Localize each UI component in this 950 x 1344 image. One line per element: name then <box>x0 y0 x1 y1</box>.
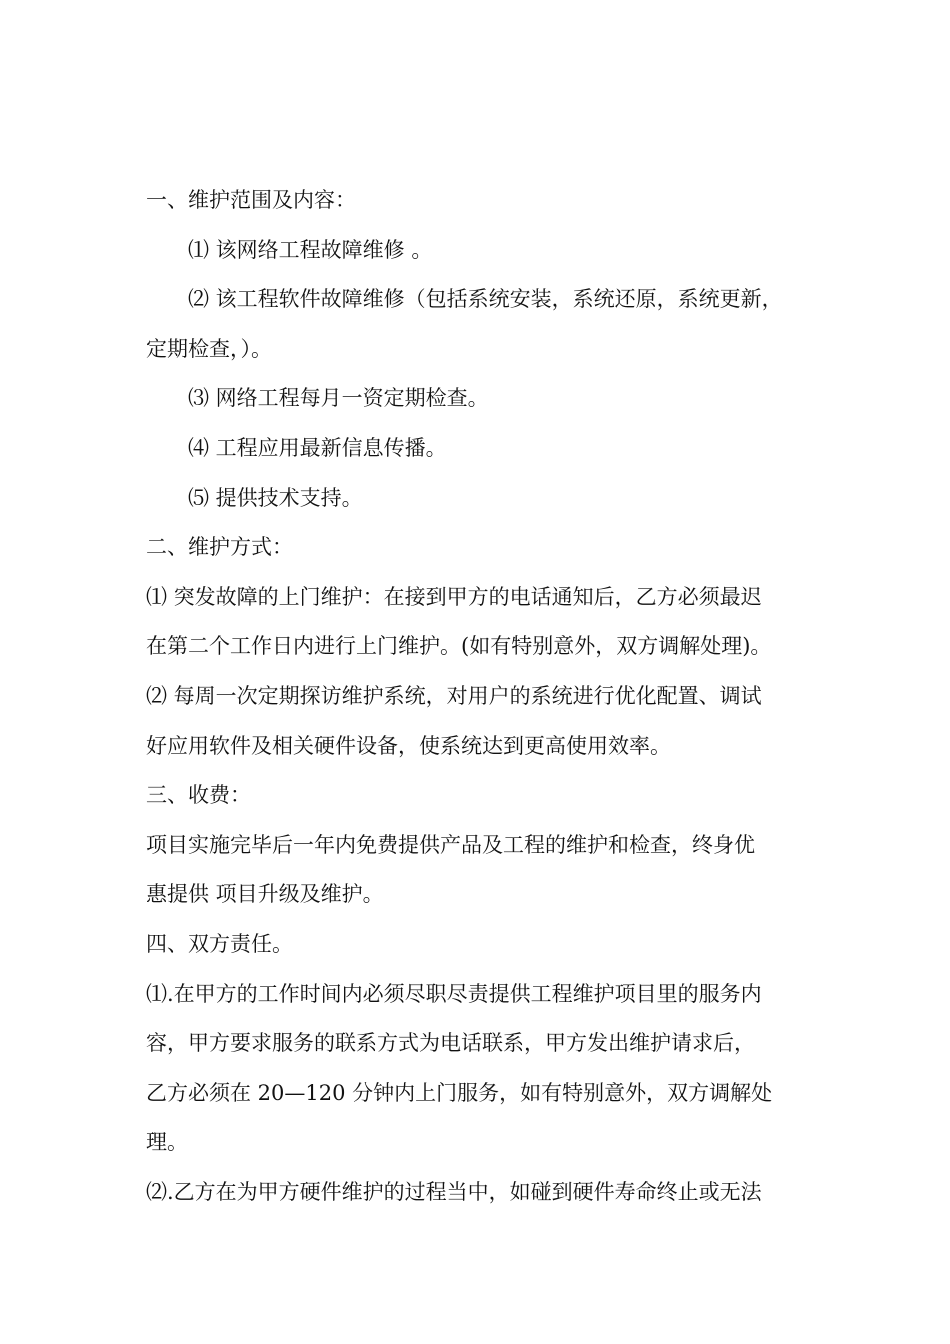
list-item: ⑶ 网络工程每月一资定期检查。 <box>188 386 489 411</box>
paragraph-line: 容，甲方要求服务的联系方式为电话联系，甲方发出维护请求后， <box>146 1031 755 1056</box>
section-heading-fees: 三、收费： <box>146 783 251 808</box>
paragraph-line: 项目实施完毕后一年内免费提供产品及工程的维护和检查，终身优 <box>146 832 755 857</box>
list-item-continuation: 定期检查，）。 <box>146 336 272 361</box>
list-item: ⑷ 工程应用最新信息传播。 <box>188 435 447 460</box>
paragraph-line: 好应用软件及相关硬件设备，使系统达到更高使用效率。 <box>146 733 671 758</box>
document-body <box>146 176 826 1217</box>
section-heading-scope: 一、维护范围及内容： <box>146 188 356 212</box>
paragraph-line: 惠提供 项目升级及维护。 <box>146 882 384 907</box>
list-item: ⑵ 该工程软件故障维修（包括系统安装，系统还原，系统更新， <box>188 287 783 312</box>
paragraph-line: ⑴.在甲方的工作时间内必须尽职尽责提供工程维护项目里的服务内 <box>146 981 762 1006</box>
paragraph-line: ⑴ 突发故障的上门维护：在接到甲方的电话通知后，乙方必须最迟 <box>146 584 762 609</box>
paragraph-line: 乙方必须在 20—120 分钟内上门服务，如有特别意外，双方调解处 <box>146 1080 773 1105</box>
paragraph-line: ⑵.乙方在为甲方硬件维护的过程当中，如碰到硬件寿命终止或无法 <box>146 1179 762 1204</box>
paragraph-line: ⑵ 每周一次定期探访维护系统，对用户的系统进行优化配置、调试 <box>146 683 762 708</box>
section-heading-responsibilities: 四、双方责任。 <box>146 931 293 956</box>
paragraph-line: 在第二个工作日内进行上门维护。(如有特别意外，双方调解处理)。 <box>146 634 772 659</box>
list-item: ⑸ 提供技术支持。 <box>188 485 363 510</box>
section-heading-method: 二、维护方式： <box>146 535 293 560</box>
list-item: ⑴ 该网络工程故障维修 。 <box>188 237 433 262</box>
paragraph-line: 理。 <box>146 1130 188 1155</box>
